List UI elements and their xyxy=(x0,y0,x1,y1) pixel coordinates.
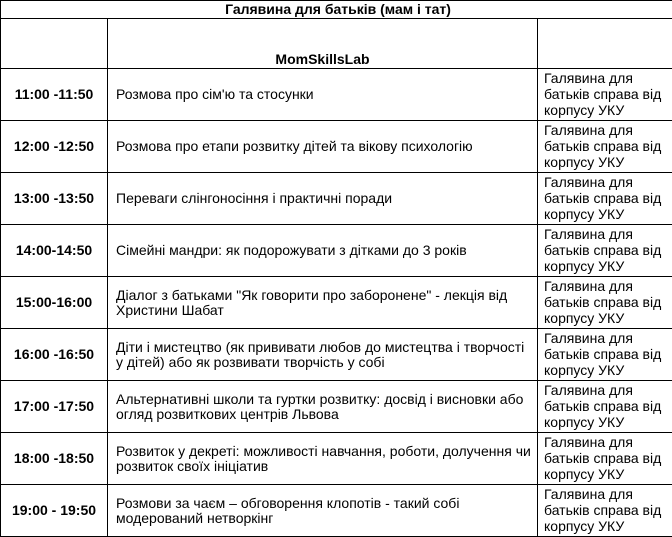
time-cell: 18:00 -18:50 xyxy=(1,433,108,485)
location-cell: Галявина для батьків справа від корпусу УКУ xyxy=(538,173,672,225)
event-cell: Сімейні мандри: як подорожувати з дітками до 3 років xyxy=(108,225,538,277)
location-cell: Галявина для батьків справа від корпусу УКУ xyxy=(538,121,672,173)
event-cell: Розмова про сім'ю та стосунки xyxy=(108,69,538,121)
time-cell: 16:00 -16:50 xyxy=(1,329,108,381)
event-cell: Розвиток у декреті: можливості навчання, роботи, долучення чи розвиток своїх ініціатив xyxy=(108,433,538,485)
time-cell: 13:00 -13:50 xyxy=(1,173,108,225)
table-row xyxy=(1,121,672,173)
location-cell: Галявина для батьків справа від корпусу УКУ xyxy=(538,433,672,485)
title-row xyxy=(1,1,672,19)
header-empty-cell xyxy=(1,19,108,69)
event-cell: Розмова про етапи розвитку дітей та вікову психологію xyxy=(108,121,538,173)
event-cell: Розмови за чаєм – обговорення клопотів - такий собі модерований нетворкінг xyxy=(108,485,538,537)
time-cell: 17:00 -17:50 xyxy=(1,381,108,433)
location-cell: Галявина для батьків справа від корпусу УКУ xyxy=(538,277,672,329)
location-cell: Галявина для батьків справа від корпусу УКУ xyxy=(538,69,672,121)
time-cell: 15:00-16:00 xyxy=(1,277,108,329)
schedule-title: Галявина для батьків (мам і тат) xyxy=(1,1,672,19)
event-cell: Діти і мистецтво (як прививати любов до мистецтва і творчості у дітей) або як розвивати творчість у собі xyxy=(108,329,538,381)
location-cell: Галявина для батьків справа від корпусу УКУ xyxy=(538,485,672,537)
table-row xyxy=(1,433,672,485)
header-empty-cell xyxy=(538,19,672,69)
table-row xyxy=(1,69,672,121)
table-row xyxy=(1,329,672,381)
header-row xyxy=(1,19,672,69)
table-row xyxy=(1,173,672,225)
time-cell: 11:00 -11:50 xyxy=(1,69,108,121)
location-cell: Галявина для батьків справа від корпусу УКУ xyxy=(538,225,672,277)
table-row xyxy=(1,277,672,329)
time-cell: 12:00 -12:50 xyxy=(1,121,108,173)
table-row xyxy=(1,225,672,277)
table-row xyxy=(1,381,672,433)
location-cell: Галявина для батьків справа від корпусу УКУ xyxy=(538,381,672,433)
event-cell: Діалог з батьками "Як говорити про заборонене" - лекція від Христини Шабат xyxy=(108,277,538,329)
table-row xyxy=(1,485,672,537)
location-cell: Галявина для батьків справа від корпусу УКУ xyxy=(538,329,672,381)
event-cell: Переваги слінгоносіння і практичні поради xyxy=(108,173,538,225)
time-cell: 14:00-14:50 xyxy=(1,225,108,277)
time-cell: 19:00 - 19:50 xyxy=(1,485,108,537)
organizer-name: MomSkillsLab xyxy=(108,19,538,69)
event-cell: Альтернативні школи та гуртки розвитку: досвід і висновки або огляд розвиткових центрів Львова xyxy=(108,381,538,433)
